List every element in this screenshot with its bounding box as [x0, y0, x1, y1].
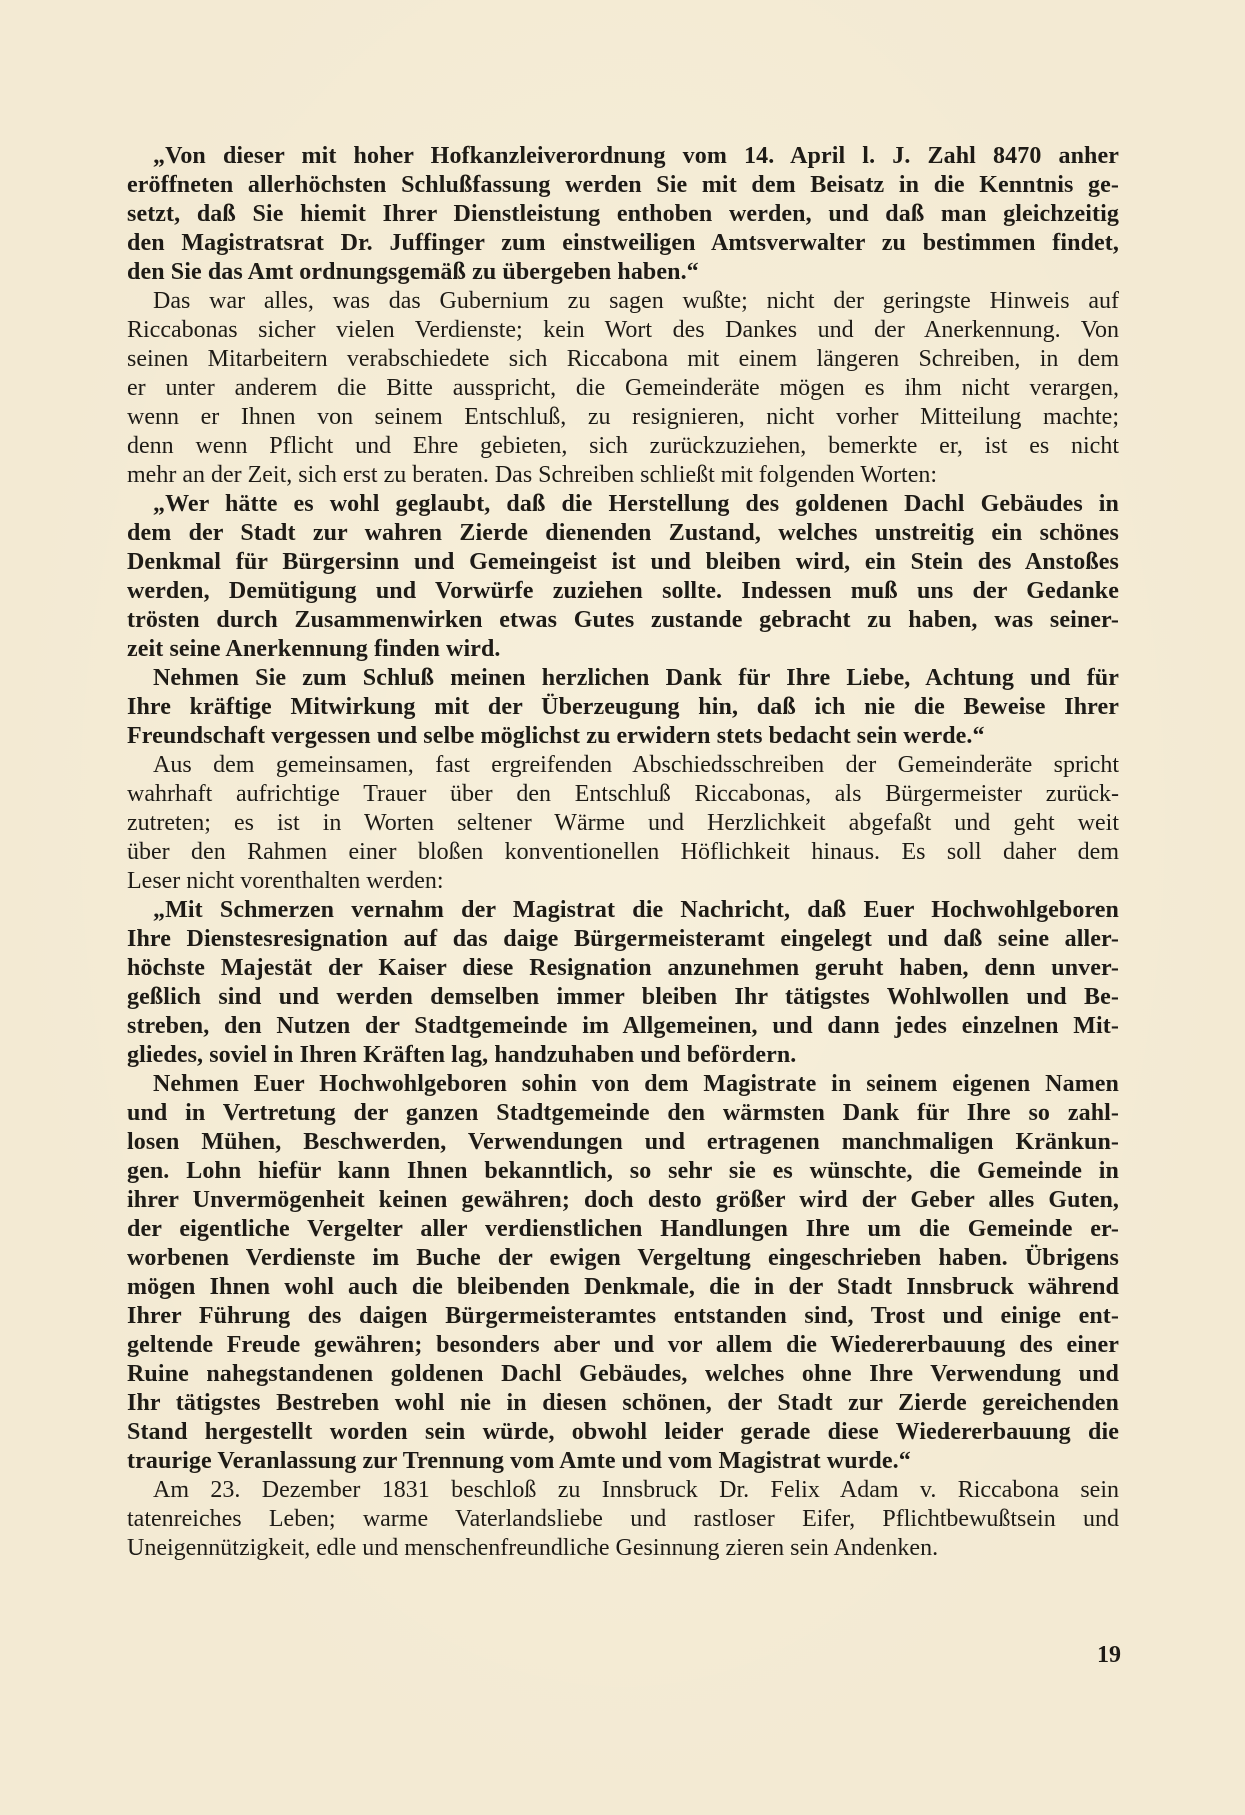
text-line: Riccabonas sicher vielen Verdienste; kein Wort des Dankes und der Anerkennung. Von [127, 317, 1119, 343]
quoted-paragraph [127, 896, 1119, 1070]
text-line: Uneigennützigkeit, edle und menschenfreundliche Gesinnung zieren sein Andenken. [127, 1535, 939, 1561]
text-line: Freundschaft vergessen und selbe möglichst zu erwidern stets bedacht sein werde.“ [127, 723, 985, 749]
text-line: geltende Freude gewähren; besonders aber und vor allem die Wiedererbauung des einer [127, 1332, 1119, 1358]
text-line: trösten durch Zusammenwirken etwas Gutes zustande gebracht zu haben, was seiner- [127, 607, 1119, 633]
text-line: Das war alles, was das Gubernium zu sagen wußte; nicht der geringste Hinweis auf [153, 288, 1119, 314]
text-line: setzt, daß Sie hiemit Ihrer Dienstleistung enthoben werden, und daß man gleichzeitig [127, 201, 1119, 227]
text-line: losen Mühen, Beschwerden, Verwendungen und ertragenen manchmaligen Kränkun- [127, 1129, 1119, 1155]
quoted-paragraph [127, 490, 1119, 664]
text-line: Ihre Dienstesresignation auf das daige Bürgermeisteramt eingelegt und daß seine aller- [127, 926, 1119, 952]
text-line: ihrer Unvermögenheit keinen gewähren; doch desto größer wird der Geber alles Guten, [127, 1187, 1119, 1213]
text-line: Ihrer Führung des daigen Bürgermeisteramtes entstanden sind, Trost und einige ent- [127, 1303, 1119, 1329]
text-line: zeit seine Anerkennung finden wird. [127, 636, 501, 662]
text-line: und in Vertretung der ganzen Stadtgemeinde den wärmsten Dank für Ihre so zahl- [127, 1100, 1119, 1126]
text-line: seinen Mitarbeitern verabschiedete sich Riccabona mit einem längeren Schreiben, in dem [127, 346, 1119, 372]
text-line: den Sie das Amt ordnungsgemäß zu übergeben haben.“ [127, 259, 699, 285]
text-line: zutreten; es ist in Worten seltener Wärme und Herzlichkeit abgefaßt und geht weit [127, 810, 1119, 836]
text-line: werden, Demütigung und Vorwürfe zuziehen sollte. Indessen muß uns der Gedanke [127, 578, 1119, 604]
text-line: „Wer hätte es wohl geglaubt, daß die Herstellung des goldenen Dachl Gebäudes in [153, 491, 1119, 517]
text-line: Ihre kräftige Mitwirkung mit der Überzeugung hin, daß ich nie die Beweise Ihrer [127, 694, 1119, 720]
text-line: denn wenn Pflicht und Ehre gebieten, sich zurückzuziehen, bemerkte er, ist es nicht [127, 433, 1119, 459]
text-line: der eigentliche Vergelter aller verdienstlichen Handlungen Ihre um die Gemeinde er- [127, 1216, 1119, 1242]
text-line: gliedes, soviel in Ihren Kräften lag, handzuhaben und befördern. [127, 1042, 797, 1068]
text-line: tatenreiches Leben; warme Vaterlandsliebe und rastloser Eifer, Pflichtbewußtsein und [127, 1506, 1119, 1532]
quoted-paragraph [127, 1070, 1119, 1476]
text-line: wahrhaft aufrichtige Trauer über den Entschluß Riccabonas, als Bürgermeister zurück- [127, 781, 1119, 807]
text-line: über den Rahmen einer bloßen konventionellen Höflichkeit hinaus. Es soll daher dem [127, 839, 1119, 865]
paragraph [127, 1476, 1119, 1563]
text-line: mehr an der Zeit, sich erst zu beraten. Das Schreiben schließt mit folgenden Worten: [127, 462, 938, 488]
text-line: er unter anderem die Bitte ausspricht, die Gemeinderäte mögen es ihm nicht verargen, [127, 375, 1119, 401]
text-line: gen. Lohn hiefür kann Ihnen bekanntlich, so sehr sie es wünschte, die Gemeinde in [127, 1158, 1119, 1184]
text-line: Aus dem gemeinsamen, fast ergreifenden Abschiedsschreiben der Gemeinderäte spricht [153, 752, 1119, 778]
page-number: 19 [1097, 1642, 1121, 1668]
text-line: Denkmal für Bürgersinn und Gemeingeist ist und bleiben wird, ein Stein des Anstoßes [127, 549, 1119, 575]
text-line: wenn er Ihnen von seinem Entschluß, zu resignieren, nicht vorher Mitteilung machte; [127, 404, 1119, 430]
text-line: eröffneten allerhöchsten Schlußfassung werden Sie mit dem Beisatz in die Kenntnis ge- [127, 172, 1119, 198]
text-line: „Mit Schmerzen vernahm der Magistrat die Nachricht, daß Euer Hochwohlgeboren [153, 897, 1119, 923]
text-line: mögen Ihnen wohl auch die bleibenden Denkmale, die in der Stadt Innsbruck während [127, 1274, 1119, 1300]
paragraph [127, 751, 1119, 896]
text-line: „Von dieser mit hoher Hofkanzleiverordnung vom 14. April l. J. Zahl 8470 anher [153, 143, 1119, 169]
quoted-paragraph [127, 664, 1119, 751]
text-line: Ruine nahegstandenen goldenen Dachl Gebäudes, welches ohne Ihre Verwendung und [127, 1361, 1119, 1387]
body-text [127, 142, 1119, 1563]
text-line: Leser nicht vorenthalten werden: [127, 868, 444, 894]
text-line: Nehmen Sie zum Schluß meinen herzlichen Dank für Ihre Liebe, Achtung und für [153, 665, 1119, 691]
text-line: streben, den Nutzen der Stadtgemeinde im Allgemeinen, und dann jedes einzelnen Mit- [127, 1013, 1119, 1039]
text-line: Ihr tätigstes Bestreben wohl nie in diesen schönen, der Stadt zur Zierde gereichenden [127, 1390, 1119, 1416]
text-line: dem der Stadt zur wahren Zierde dienenden Zustand, welches unstreitig ein schönes [127, 520, 1119, 546]
text-line: worbenen Verdienste im Buche der ewigen Vergeltung eingeschrieben haben. Übrigens [127, 1245, 1119, 1271]
text-line: den Magistratsrat Dr. Juffinger zum einstweiligen Amtsverwalter zu bestimmen findet, [127, 230, 1119, 256]
text-line: Stand hergestellt worden sein würde, obwohl leider gerade diese Wiedererbauung die [127, 1419, 1119, 1445]
text-line: geßlich sind und werden demselben immer bleiben Ihr tätigstes Wohlwollen und Be- [127, 984, 1119, 1010]
quoted-paragraph [127, 142, 1119, 287]
text-line: höchste Majestät der Kaiser diese Resignation anzunehmen geruht haben, denn unver- [127, 955, 1119, 981]
paragraph [127, 287, 1119, 490]
text-line: Nehmen Euer Hochwohlgeboren sohin von dem Magistrate in seinem eigenen Namen [153, 1071, 1119, 1097]
text-line: Am 23. Dezember 1831 beschloß zu Innsbruck Dr. Felix Adam v. Riccabona sein [153, 1477, 1119, 1503]
text-line: traurige Veranlassung zur Trennung vom Amte und vom Magistrat wurde.“ [127, 1448, 911, 1474]
